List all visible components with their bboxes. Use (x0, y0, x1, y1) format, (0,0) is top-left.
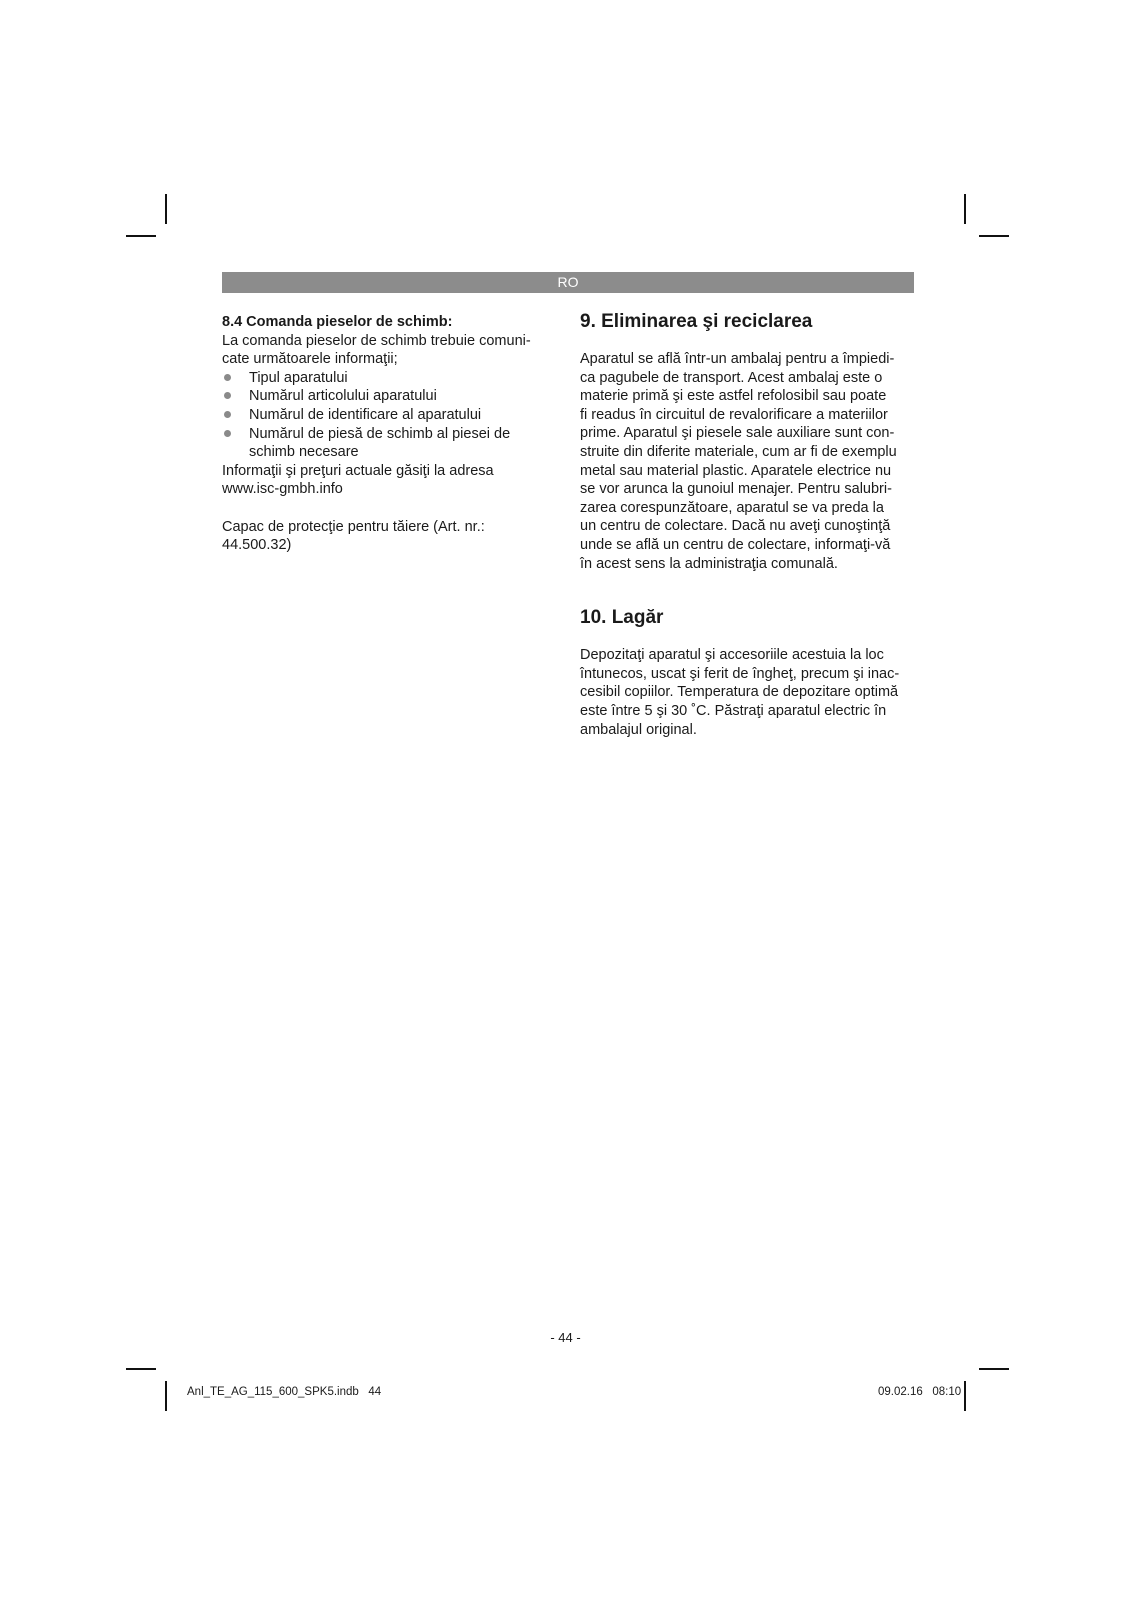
bullet-icon (224, 374, 231, 381)
crop-mark (126, 1368, 156, 1370)
crop-mark (165, 1381, 167, 1411)
section-10-text: Depozitaţi aparatul şi accesoriile acestuia la loc întunecos, uscat şi ferit de îngheţ, precum şi inac- cesibil copiilor. Temperatura de depozitare optimă este între 5 şi 30 ˚C. Păstraţi aparatul electric în ambalajul original. (580, 647, 900, 738)
footer-file: Anl_TE_AG_115_600_SPK5.indb 44 (187, 1386, 382, 1398)
section-9-text: Aparatul se află într-un ambalaj pentru a împiedi- ca pagubele de transport. Acest ambalaj este o materie primă şi este astfel refolosibil sau poate fi readus în circuitul de revalorificare a materiilor prime. Aparatul şi piesele sale auxiliare sunt con- struite din diferite materiale, cum ar fi de exemplu metal sau material plastic. Aparatele electrice nu se vor arunca la gunoiul menajer. Pentru salubri- zarea corespunzătoare, aparatul se va preda la un centru de colectare. Dacă nu aveţi cunoştinţă unde se află un centru de colectare, informaţi-vă în acest sens la administraţia comunală. (580, 351, 897, 572)
spare-parts-intro: La comanda pieselor de schimb trebuie comuni- cate următoarele informaţii; (222, 332, 531, 368)
bullet-icon (224, 392, 231, 399)
bullet-icon (224, 411, 231, 418)
list-item: Numărul de identificare al aparatului (222, 406, 542, 425)
list-item: Numărul articolului aparatului (222, 387, 542, 406)
right-column (580, 310, 915, 739)
spare-parts-list (222, 369, 542, 462)
crop-mark (126, 235, 156, 237)
list-item: Numărul de piesă de schimb al piesei de schimb necesare (222, 425, 542, 462)
section-9-title: 9. Eliminarea şi reciclarea (580, 311, 813, 332)
language-bar: RO (222, 272, 914, 293)
crop-mark (979, 235, 1009, 237)
page-number: - 44 - (550, 1330, 581, 1345)
info-text: Informaţii şi preţuri actuale găsiţi la adresa www.isc-gmbh.info (222, 462, 494, 498)
crop-mark (964, 194, 966, 224)
section-10-title: 10. Lagăr (580, 607, 664, 629)
list-item: Tipul aparatului (222, 369, 542, 388)
bullet-icon (224, 430, 231, 437)
part-text: Capac de protecţie pentru tăiere (Art. nr.: 44.500.32) (222, 518, 485, 554)
crop-mark (979, 1368, 1009, 1370)
left-column (222, 313, 542, 555)
crop-mark (964, 1381, 966, 1411)
footer-datetime: 09.02.16 08:10 (878, 1386, 962, 1398)
crop-mark (165, 194, 167, 224)
spare-parts-heading: 8.4 Comanda pieselor de schimb: (222, 314, 453, 330)
